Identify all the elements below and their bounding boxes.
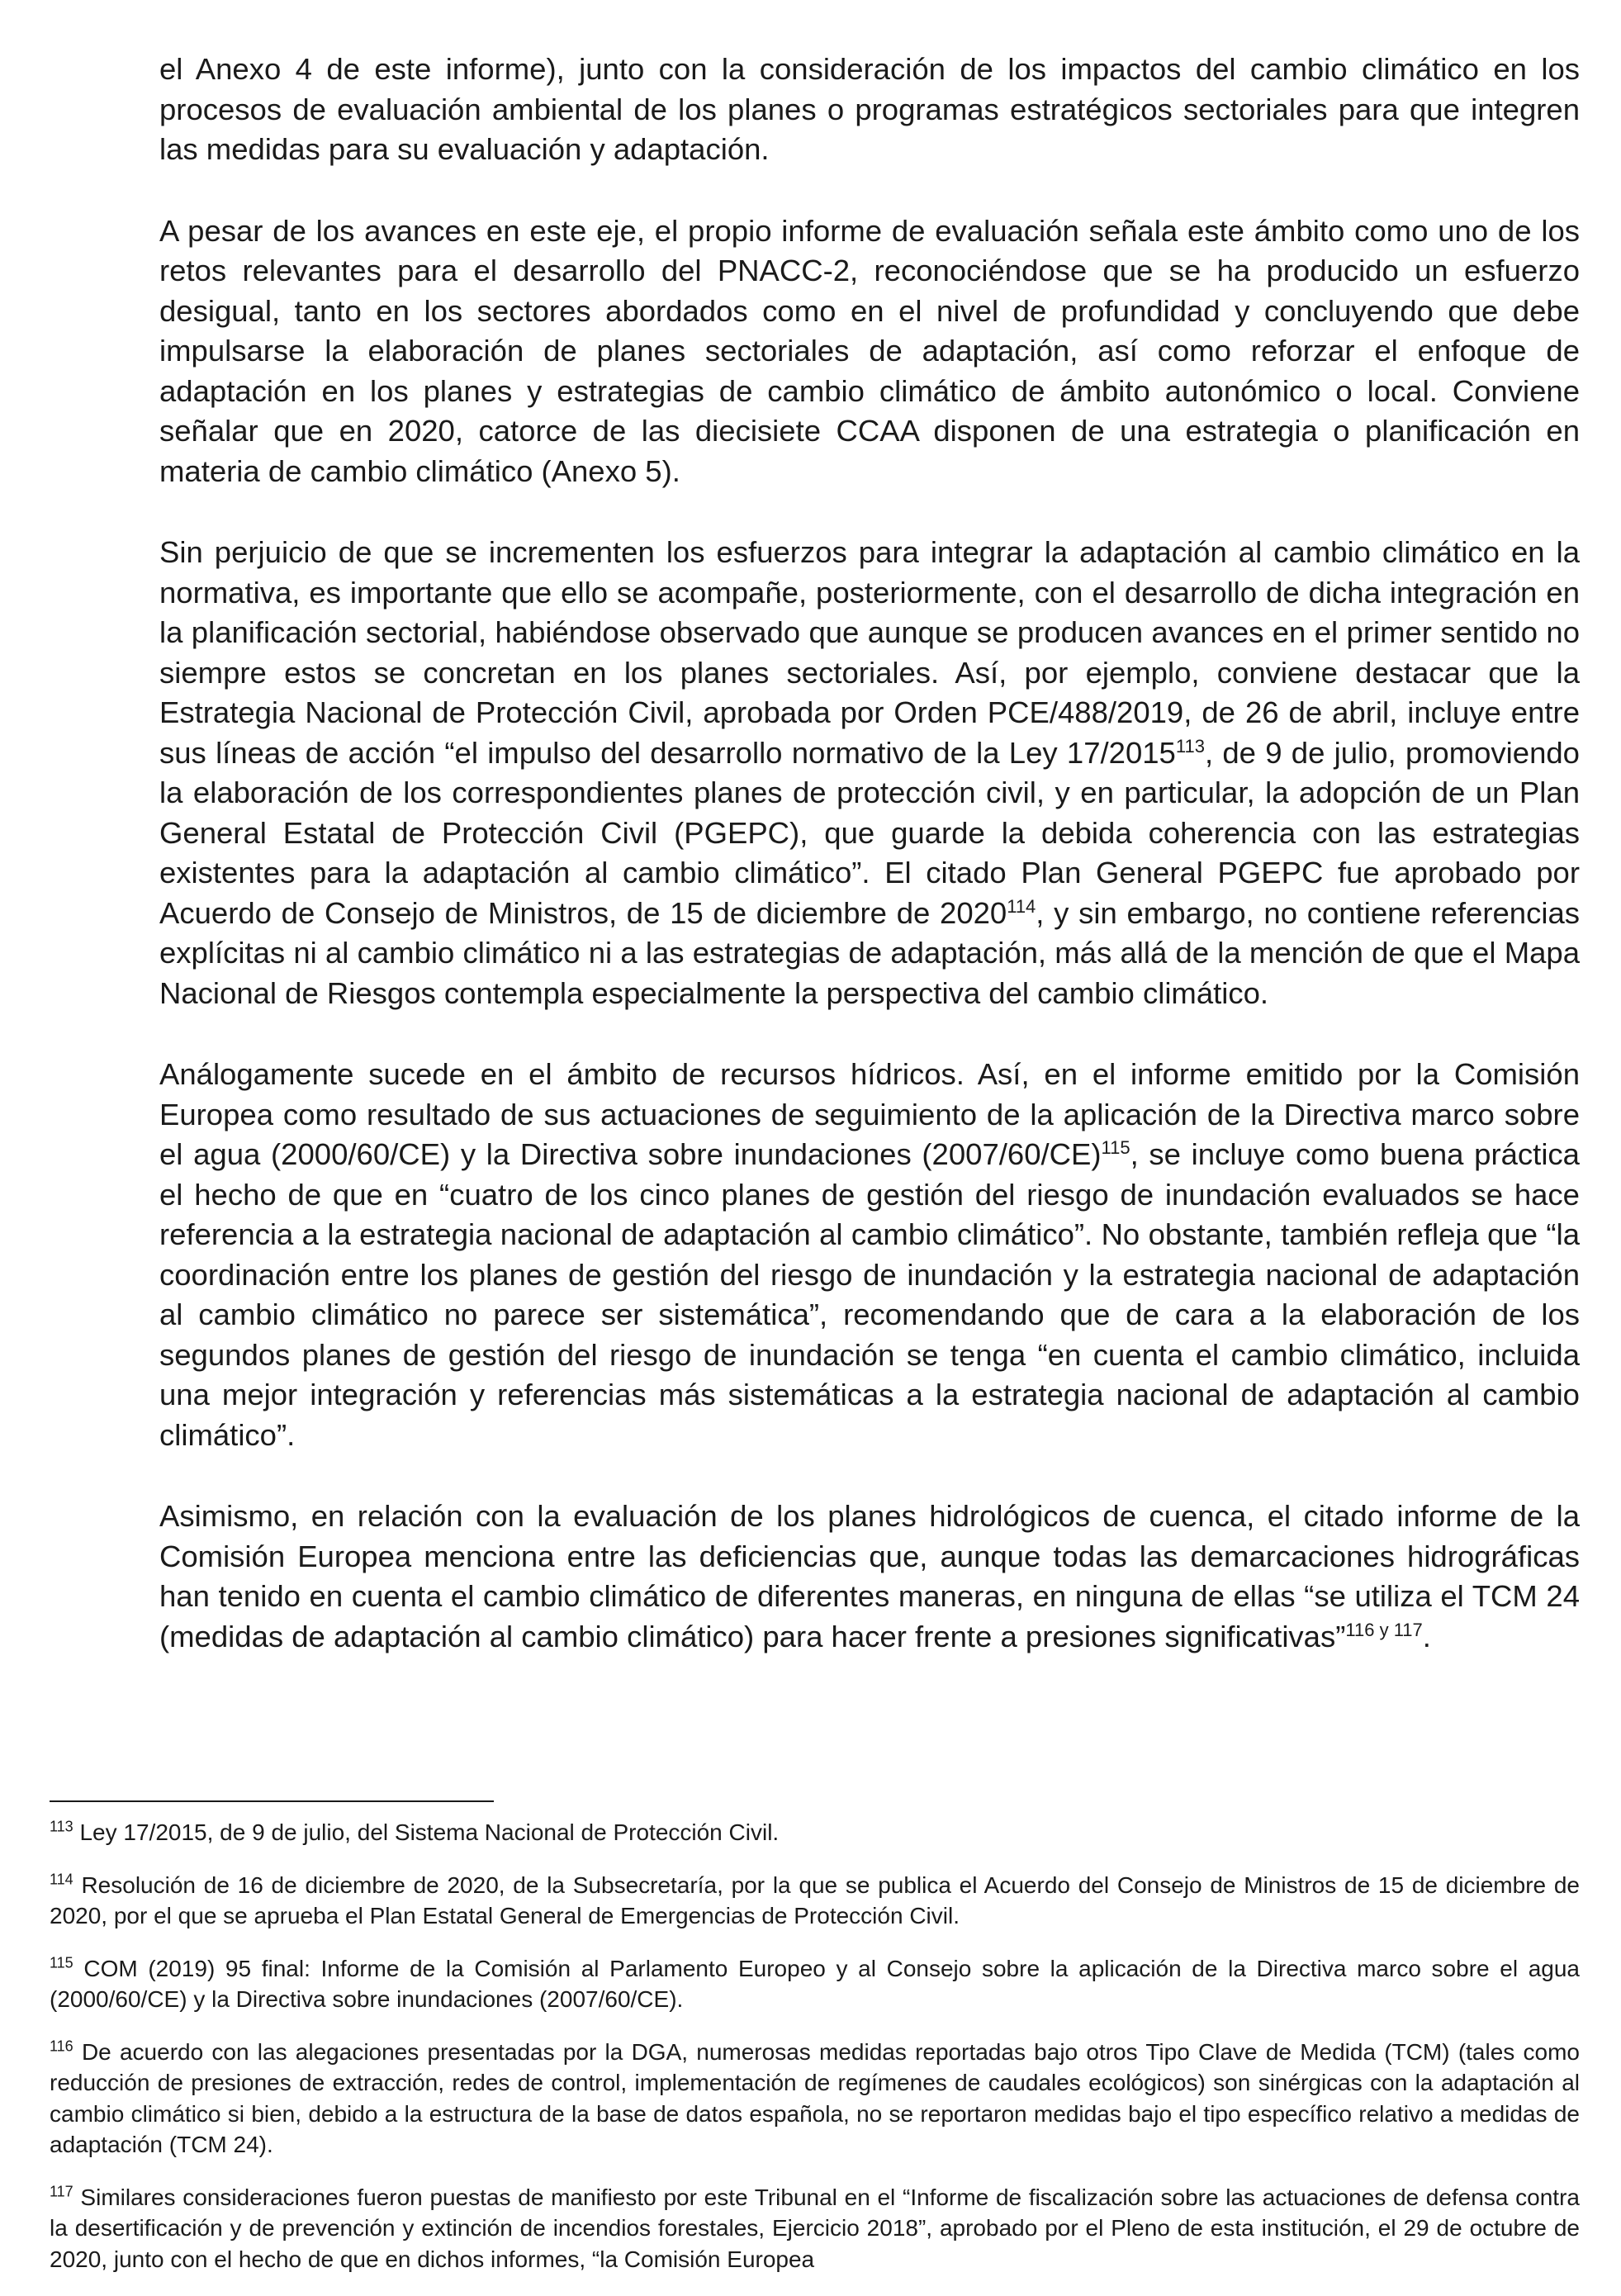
footnote-number: 116 <box>50 2037 73 2055</box>
paragraph-5 <box>159 1497 1580 1657</box>
footnote-number: 113 <box>50 1818 73 1835</box>
footnote-text: COM (2019) 95 final: Informe de la Comisión al Parlamento Europeo y al Consejo sobre la aplicación de la Directiva marco sobre el agua (2000/60/CE) y la Directiva sobre inundaciones (2007/60/CE). <box>50 1955 1580 2012</box>
paragraph-2-text: A pesar de los avances en este eje, el propio informe de evaluación señala este ámbito como uno de los retos relevantes para el desarrollo del PNACC-2, reconociéndose que se ha producido un esfuerzo desigual, tanto en los sectores abordados como en el nivel de profundidad y concluyendo que debe impulsarse la elaboración de planes sectoriales de adaptación, así como reforzar el enfoque de adaptación en los planes y estrategias de cambio climático de ámbito autonómico o local. Conviene señalar que en 2020, catorce de las diecisiete CCAA disponen de una estrategia o planificación en materia de cambio climático (Anexo 5). <box>159 213 1580 488</box>
footnote-separator <box>50 1800 494 1802</box>
body-text <box>159 50 1580 1698</box>
paragraph-3-text-b: , de 9 de julio, promoviendo la elaboración de los correspondientes planes de protección civil, y en particular, la adopción de un Plan General Estatal de Protección Civil (PGEPC), que guarde la debida coherencia con las estrategias existentes para la adaptación al cambio climático”. El citado Plan General PGEPC fue aprobado por Acuerdo de Consejo de Ministros, de 15 de diciembre de 2020 <box>159 735 1580 930</box>
footnote-text: De acuerdo con las alegaciones presentadas por la DGA, numerosas medidas reportadas bajo otros Tipo Clave de Medida (TCM) (tales como reducción de presiones de extracción, redes de control, implementación de regímenes de caudales ecológicos) son sinérgicas con la adaptación al cambio climático si bien, debido a la estructura de la base de datos española, no se reportaron medidas bajo el tipo específico relativo a medidas de adaptación (TCM 24). <box>50 2038 1580 2157</box>
footnote-ref-115[interactable]: 115 <box>1101 1136 1130 1158</box>
footnote-113 <box>50 1817 1580 1848</box>
footnote-text: Ley 17/2015, de 9 de julio, del Sistema Nacional de Protección Civil. <box>73 1819 780 1845</box>
paragraph-1 <box>159 50 1580 170</box>
paragraph-2 <box>159 211 1580 492</box>
paragraph-1-text: el Anexo 4 de este informe), junto con la consideración de los impactos del cambio climático en los procesos de evaluación ambiental de los planes o programas estratégicos sectoriales para que integren las medidas para su evaluación y adaptación. <box>159 52 1580 166</box>
paragraph-5-text-b: . <box>1422 1619 1431 1653</box>
paragraph-4 <box>159 1055 1580 1455</box>
footnote-117 <box>50 2182 1580 2275</box>
footnote-number: 114 <box>50 1871 73 1888</box>
footnote-text: Similares consideraciones fueron puestas de manifiesto por este Tribunal en el “Informe de fiscalización sobre las actuaciones de defensa contra la desertificación y de prevención y extinción de incendios forestales, Ejercicio 2018”, aprobado por el Pleno de esta institución, el 29 de octubre de 2020, junto con el hecho de que en dichos informes, “la Comisión Europea <box>50 2184 1580 2272</box>
paragraph-4-text-b: , se incluye como buena práctica el hecho de que en “cuatro de los cinco planes de gestión del riesgo de inundación evaluados se hace referencia a la estrategia nacional de adaptación al cambio climático”. No obstante, también refleja que “la coordinación entre los planes de gestión del riesgo de inundación y la estrategia nacional de adaptación al cambio climático no parece ser sistemática”, recomendando que de cara a la elaboración de los segundos planes de gestión del riesgo de inundación se tenga “en cuenta el cambio climático, incluida una mejor integración y referencias más sistemáticas a la estrategia nacional de adaptación al cambio climático”. <box>159 1137 1580 1452</box>
paragraph-3-text-c: , y sin embargo, no contiene referencias explícitas ni al cambio climático ni a las estrategias de adaptación, más allá de la mención de que el Mapa Nacional de Riesgos contempla especialmente la perspectiva del cambio climático. <box>159 895 1581 1010</box>
footnote-number: 117 <box>50 2183 73 2200</box>
footnote-text: Resolución de 16 de diciembre de 2020, de la Subsecretaría, por la que se publica el Acuerdo del Consejo de Ministros de 15 de diciembre de 2020, por el que se aprueba el Plan Estatal General de Emergencias de Protección Civil. <box>50 1871 1580 1928</box>
footnote-116 <box>50 2037 1580 2161</box>
footnote-ref-113[interactable]: 113 <box>1175 735 1205 757</box>
paragraph-3 <box>159 533 1580 1013</box>
footnote-115 <box>50 1953 1580 2015</box>
paragraph-4-text-a: Análogamente sucede en el ámbito de recursos hídricos. Así, en el informe emitido por la Comisión Europea como resultado de sus actuaciones de seguimiento de la aplicación de la Directiva marco sobre el agua (2000/60/CE) y la Directiva sobre inundaciones (2007/60/CE) <box>159 1057 1580 1171</box>
paragraph-3-text-a: Sin perjuicio de que se incrementen los esfuerzos para integrar la adaptación al cambio climático en la normativa, es importante que ello se acompañe, posteriormente, con el desarrollo de dicha integración en la planificación sectorial, habiéndose observado que aunque se producen avances en el primer sentido no siempre estos se concretan en los planes sectoriales. Así, por ejemplo, conviene destacar que la Estrategia Nacional de Protección Civil, aprobada por Orden PCE/488/2019, de 26 de abril, incluye entre sus líneas de acción “el impulso del desarrollo normativo de la Ley 17/2015 <box>159 535 1580 770</box>
footnote-ref-116-117[interactable]: 116 y 117 <box>1345 1619 1423 1640</box>
paragraph-5-text-a: Asimismo, en relación con la evaluación de los planes hidrológicos de cuenca, el citado informe de la Comisión Europea menciona entre las deficiencias que, aunque todas las demarcaciones hidrográficas han tenido en cuenta el cambio climático de diferentes maneras, en ninguna de ellas “se utiliza el TCM 24 (medidas de adaptación al cambio climático) para hacer frente a presiones significativas” <box>159 1499 1580 1653</box>
footnote-ref-114[interactable]: 114 <box>1007 895 1036 917</box>
footnotes <box>50 1817 1580 2296</box>
footnote-114 <box>50 1870 1580 1932</box>
footnote-number: 115 <box>50 1954 73 1971</box>
